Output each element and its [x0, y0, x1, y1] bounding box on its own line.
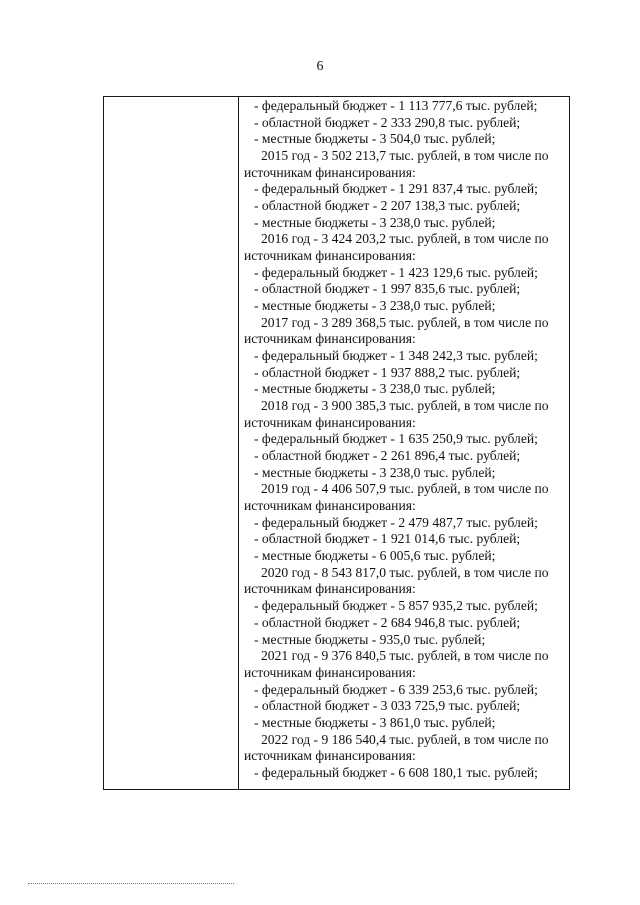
footer-rule: [28, 883, 234, 884]
funding-source-line: - федеральный бюджет - 1 291 837,4 тыс. рублей;: [254, 181, 538, 197]
funding-source-line: - местные бюджеты - 3 504,0 тыс. рублей;: [254, 131, 496, 147]
funding-source-line: - местные бюджеты - 3 238,0 тыс. рублей;: [254, 214, 496, 230]
continuation-line: источникам финансирования:: [244, 498, 416, 514]
year-total-line: 2018 год - 3 900 385,3 тыс. рублей, в том числе по: [261, 398, 549, 414]
funding-source-line: - местные бюджеты - 3 238,0 тыс. рублей;: [254, 464, 496, 480]
funding-source-line: - областной бюджет - 2 261 896,4 тыс. рублей;: [254, 448, 521, 464]
continuation-line: источникам финансирования:: [244, 664, 416, 680]
funding-source-line: - местные бюджеты - 3 238,0 тыс. рублей;: [254, 298, 496, 314]
year-total-line: 2022 год - 9 186 540,4 тыс. рублей, в том числе по: [261, 731, 549, 747]
funding-source-line: - федеральный бюджет - 2 479 487,7 тыс. рублей;: [254, 514, 538, 530]
funding-source-line: - федеральный бюджет - 1 348 242,3 тыс. рублей;: [254, 348, 538, 364]
year-total-line: 2020 год - 8 543 817,0 тыс. рублей, в том числе по: [261, 564, 549, 580]
funding-source-line: - местные бюджеты - 3 861,0 тыс. рублей;: [254, 714, 496, 730]
funding-source-line: - федеральный бюджет - 1 423 129,6 тыс. рублей;: [254, 264, 538, 280]
funding-source-line: - местные бюджеты - 935,0 тыс. рублей;: [254, 631, 486, 647]
funding-source-line: - федеральный бюджет - 1 635 250,9 тыс. рублей;: [254, 431, 538, 447]
column-divider: [238, 97, 239, 789]
continuation-line: источникам финансирования:: [244, 331, 416, 347]
document-table: [103, 96, 570, 790]
year-total-line: 2016 год - 3 424 203,2 тыс. рублей, в том числе по: [261, 231, 549, 247]
funding-source-line: - областной бюджет - 2 207 138,3 тыс. рублей;: [254, 198, 521, 214]
funding-source-line: - областной бюджет - 1 937 888,2 тыс. рублей;: [254, 364, 521, 380]
funding-source-line: - федеральный бюджет - 5 857 935,2 тыс. рублей;: [254, 598, 538, 614]
year-total-line: 2015 год - 3 502 213,7 тыс. рублей, в том числе по: [261, 148, 549, 164]
funding-source-line: - федеральный бюджет - 6 339 253,6 тыс. рублей;: [254, 681, 538, 697]
continuation-line: источникам финансирования:: [244, 581, 416, 597]
continuation-line: источникам финансирования:: [244, 414, 416, 430]
funding-source-line: - областной бюджет - 1 997 835,6 тыс. рублей;: [254, 281, 521, 297]
funding-source-line: - областной бюджет - 1 921 014,6 тыс. рублей;: [254, 531, 521, 547]
continuation-line: источникам финансирования:: [244, 164, 416, 180]
year-total-line: 2019 год - 4 406 507,9 тыс. рублей, в том числе по: [261, 481, 549, 497]
funding-source-line: - федеральный бюджет - 6 608 180,1 тыс. рублей;: [254, 764, 538, 780]
funding-source-line: - областной бюджет - 2 333 290,8 тыс. рублей;: [254, 114, 521, 130]
funding-source-line: - местные бюджеты - 6 005,6 тыс. рублей;: [254, 548, 496, 564]
funding-source-line: - федеральный бюджет - 1 113 777,6 тыс. рублей;: [254, 98, 538, 113]
year-total-line: 2021 год - 9 376 840,5 тыс. рублей, в том числе по: [261, 648, 549, 664]
funding-source-line: - областной бюджет - 2 684 946,8 тыс. рублей;: [254, 614, 521, 630]
funding-source-line: - местные бюджеты - 3 238,0 тыс. рублей;: [254, 381, 496, 397]
page-number: 6: [316, 59, 324, 74]
funding-details-cell: [244, 98, 565, 782]
continuation-line: источникам финансирования:: [244, 248, 416, 264]
continuation-line: источникам финансирования:: [244, 748, 416, 764]
funding-source-line: - областной бюджет - 3 033 725,9 тыс. рублей;: [254, 698, 521, 714]
year-total-line: 2017 год - 3 289 368,5 тыс. рублей, в том числе по: [261, 314, 549, 330]
